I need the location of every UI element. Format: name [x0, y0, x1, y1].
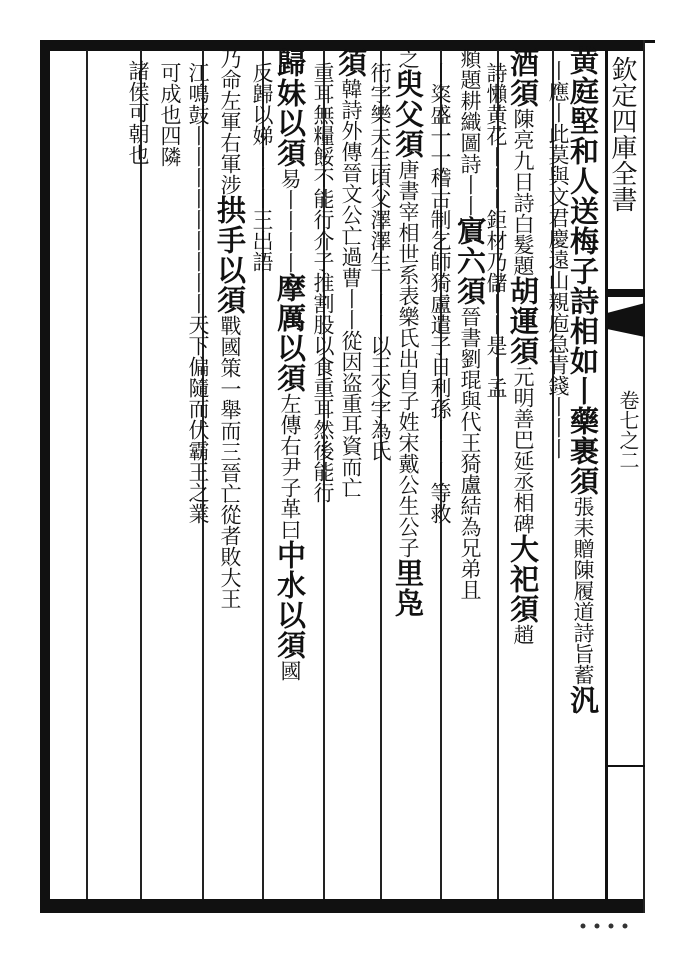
annotation-text: 慶遠山 — [546, 228, 570, 291]
top-rule — [40, 40, 655, 43]
annotation-text: 親庖急青錢丨丨丨 — [546, 291, 570, 459]
annotation-text: 衎字樂夫生頃父澤澤生丨丨丨以王父字為氏 — [368, 62, 392, 461]
annotation-text: 張耒贈陳履道詩旨蓄 — [571, 496, 595, 685]
annotation-text: 丨粢盛一一稽古制 — [428, 62, 452, 230]
text-column — [120, 60, 156, 165]
column-rule — [86, 50, 88, 899]
main-entry-text: 大祀須 — [506, 534, 540, 624]
annotation-text: 語 — [250, 251, 274, 272]
fish-tail-mark — [605, 289, 645, 339]
spine-lower-rule — [605, 765, 645, 767]
text-column — [244, 62, 280, 272]
main-entry-text: 臾父須 — [391, 69, 425, 159]
annotation-text: 孟 — [484, 377, 508, 398]
main-entry-text: 黄庭堅和人送梅子詩相如 — [566, 46, 600, 376]
annotation-text: 江鳴鼓丨丨丨丨丨 — [186, 62, 210, 230]
main-entry-text: 須 — [334, 48, 368, 78]
annotation-text: 陳亮九日詩白髮題 — [511, 108, 535, 276]
main-entry-text: 歸妹以須 — [273, 48, 307, 168]
annotation-text: 丨丨丨王出 — [250, 146, 274, 251]
annotation-text: 丨丨丨丨天下偏隨而伏霸王之業 — [186, 230, 210, 524]
annotation-text: 唐書宰相世系表樂氏出自子姓宋戴公生公子 — [396, 159, 420, 558]
annotation-text: 諸侯可朝也 — [126, 60, 150, 165]
main-entry-text: 汎 — [566, 685, 600, 715]
text-column — [212, 48, 248, 609]
annotation-text: 左傳右尹子革曰 — [278, 393, 302, 540]
annotation-text: 鉅材乃儲丨丨是丨 — [484, 209, 508, 377]
main-entry-text: 胡運須 — [506, 276, 540, 366]
collection-title: 欽定四庫全書 — [607, 56, 637, 212]
annotation-text: 丨應丨此莫與文君 — [546, 60, 570, 228]
annotation-text: 反歸以娣 — [250, 62, 274, 146]
annotation-text: 趙 — [511, 624, 535, 645]
volume-label: 卷七之二 — [616, 390, 640, 470]
text-column — [152, 62, 188, 167]
annotation-text: 頫題耕織圖詩丨丨 — [458, 48, 482, 216]
annotation-text: 可成也四隣 — [158, 62, 182, 167]
text-column — [305, 62, 341, 503]
scan-artifact — [575, 922, 635, 930]
annotation-text: 重耳無糧餒不能行介子推割股以食重耳然後能行 — [311, 62, 335, 503]
text-column — [540, 60, 576, 459]
main-entry-text: 中水以須 — [273, 540, 307, 660]
annotation-text: 乃命左軍右軍涉 — [218, 48, 242, 195]
annotation-text: 韓詩外傳晉文公亡過曹丨丨從因盗重耳資而亡 — [339, 78, 363, 498]
annotation-text: 國 — [278, 660, 302, 681]
annotation-text: 詩懶黄花丨丨丨 — [484, 62, 508, 209]
main-entry-text: 丨 — [566, 376, 600, 406]
annotation-text: 戰國策一舉而三晉亡從者敗大王 — [218, 315, 242, 609]
annotation-text: 晉書劉琨與代王猗盧結為兄弟且 — [458, 306, 482, 600]
main-entry-text: 里凫 — [391, 558, 425, 618]
main-entry-text: 摩厲以須 — [273, 273, 307, 393]
main-entry-text: 酒須 — [506, 48, 540, 108]
main-entry-text: 拱手以須 — [213, 195, 247, 315]
column-rule — [140, 50, 142, 899]
text-column — [422, 62, 458, 524]
annotation-text: 易丨丨丨丨 — [278, 168, 302, 273]
annotation-text: 元明善巴延丞相碑 — [511, 366, 535, 534]
annotation-text: 之 — [396, 48, 420, 69]
annotation-text: 乞師猗盧遣子日利孫丨丨丨等救 — [428, 230, 452, 524]
main-entry-text: 藥裹須 — [566, 406, 600, 496]
main-entry-text: 賔六須 — [453, 216, 487, 306]
right-rule — [643, 40, 645, 913]
